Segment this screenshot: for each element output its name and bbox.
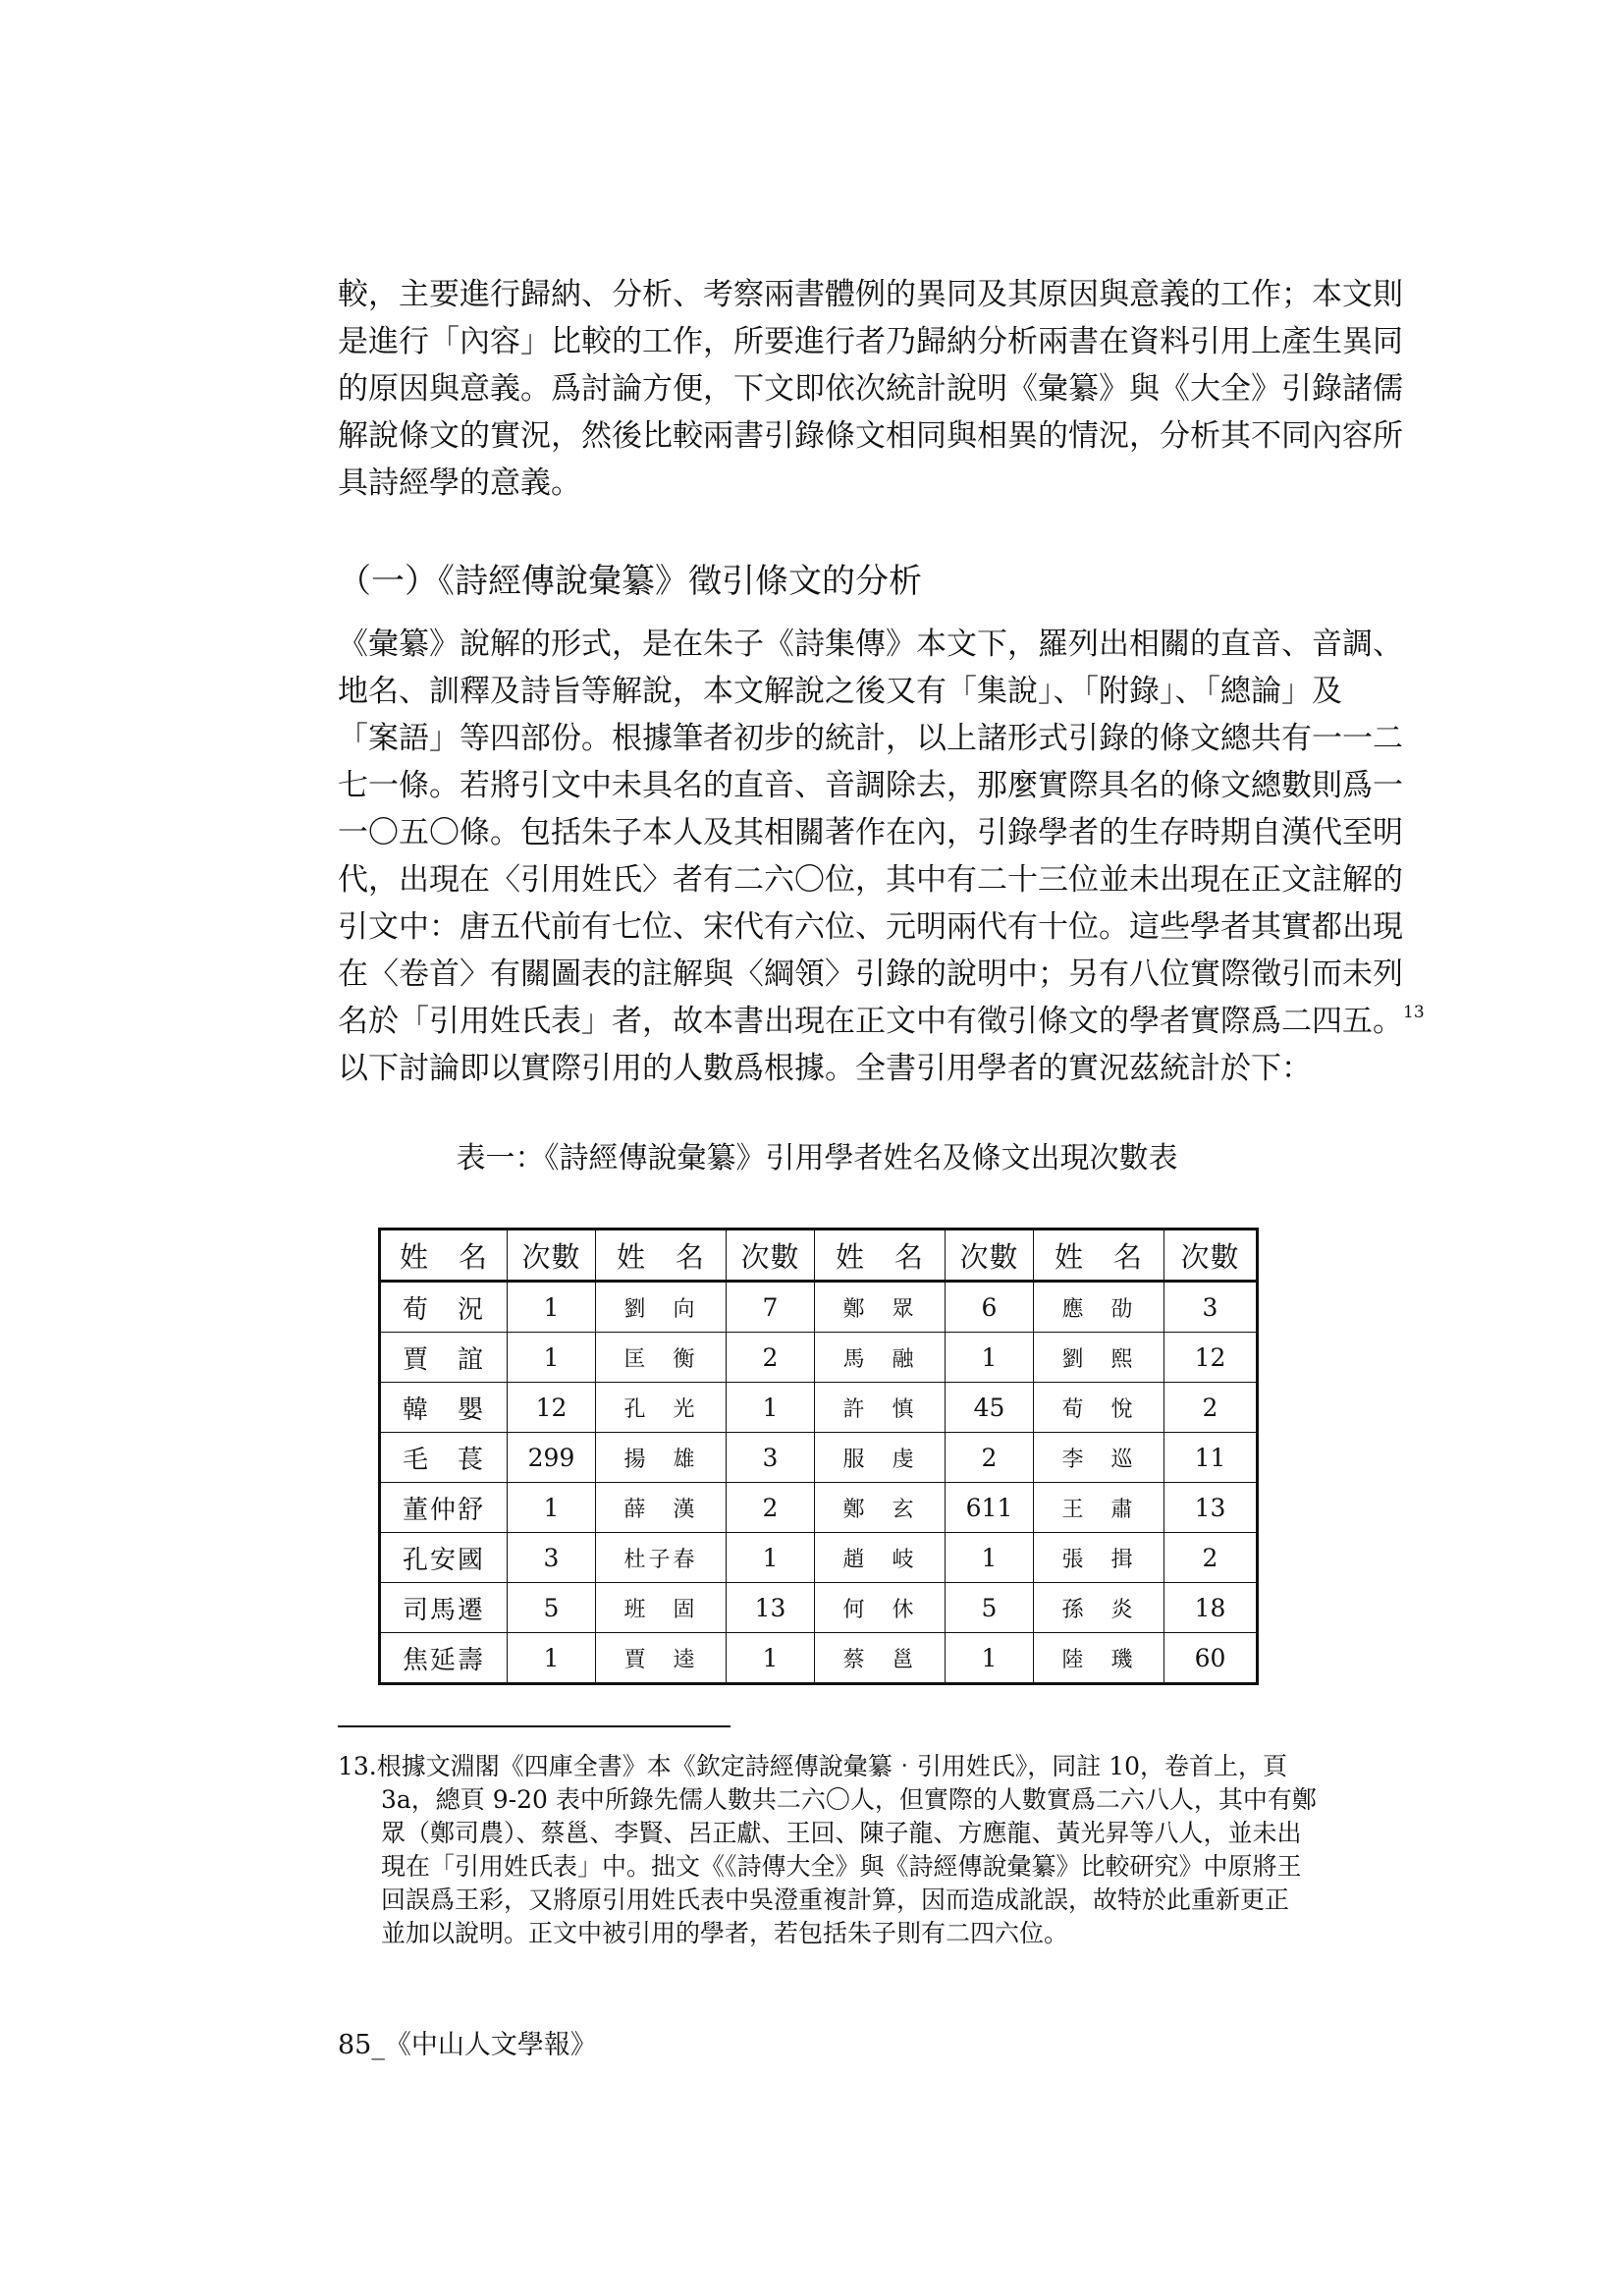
scholar-name-cell: 賈 誼 xyxy=(380,1333,508,1383)
citation-count-cell: 1 xyxy=(508,1333,596,1383)
footnote-line: 回誤爲王彩，又將原引用姓氏表中吳澄重複計算，因而造成訛誤，故特於此重新更正 xyxy=(381,1886,1290,1914)
citation-count-cell: 1 xyxy=(946,1533,1034,1583)
scholar-name-cell: 趙 岐 xyxy=(815,1533,946,1583)
scholar-name-cell: 揚 雄 xyxy=(596,1433,727,1483)
footnote-divider xyxy=(338,1725,730,1727)
citation-count-cell: 5 xyxy=(946,1583,1034,1633)
table-row xyxy=(380,1483,1258,1533)
count-header: 次數 xyxy=(508,1230,596,1282)
table-row xyxy=(380,1383,1258,1433)
scholar-name-cell: 李 巡 xyxy=(1034,1433,1164,1483)
scholar-name-cell: 應 劭 xyxy=(1034,1282,1164,1333)
text-line: 解說條文的實況，然後比較兩書引錄條文相同與相異的情況，分析其不同內容所 xyxy=(338,418,1403,454)
scholar-name-cell: 鄭 眾 xyxy=(815,1282,946,1333)
table-row xyxy=(380,1433,1258,1483)
scholar-name-cell: 何 休 xyxy=(815,1583,946,1633)
scholar-name-cell: 董仲舒 xyxy=(380,1483,508,1533)
scholar-name-cell: 孔 光 xyxy=(596,1383,727,1433)
citation-count-cell: 3 xyxy=(1164,1282,1258,1333)
footnote-line: 並加以說明。正文中被引用的學者，若包括朱子則有二四六位。 xyxy=(381,1919,1069,1947)
scholar-name-cell: 司馬遷 xyxy=(380,1583,508,1633)
text-line: 引文中：唐五代前有七位、宋代有六位、元明兩代有十位。這些學者其實都出現 xyxy=(338,909,1403,945)
scholar-name-cell: 毛 萇 xyxy=(380,1433,508,1483)
citation-count-cell: 2 xyxy=(946,1433,1034,1483)
table-caption: 表一：《詩經傳說彙纂》引用學者姓名及條文出現次數表 xyxy=(456,1141,1178,1175)
scholar-name-cell: 鄭 玄 xyxy=(815,1483,946,1533)
footnote-line: 13.根據文淵閣《四庫全書》本《欽定詩經傳說彙纂‧引用姓氏》，同註 10，卷首上，頁 xyxy=(338,1752,1288,1780)
citation-count-cell: 3 xyxy=(727,1433,815,1483)
section-heading: （一）《詩經傳說彙纂》徵引條文的分析 xyxy=(338,562,922,601)
citation-count-cell: 13 xyxy=(727,1583,815,1633)
table-row xyxy=(380,1333,1258,1383)
citation-count-cell: 2 xyxy=(727,1333,815,1383)
citation-count-cell: 2 xyxy=(1164,1383,1258,1433)
scholar-name-cell: 孔安國 xyxy=(380,1533,508,1583)
citation-count-cell: 1 xyxy=(508,1633,596,1684)
scholar-name-cell: 劉 向 xyxy=(596,1282,727,1333)
scholar-name-cell: 班 固 xyxy=(596,1583,727,1633)
citation-count-cell: 5 xyxy=(508,1583,596,1633)
citation-count-cell: 2 xyxy=(1164,1533,1258,1583)
table-row xyxy=(380,1533,1258,1583)
count-header: 次數 xyxy=(727,1230,815,1282)
scholar-name-cell: 匡 衡 xyxy=(596,1333,727,1383)
name-header: 姓 名 xyxy=(596,1230,727,1282)
text-line: 地名、訓釋及詩旨等解說，本文解說之後又有「集說」、「附錄」、「總論」及 xyxy=(338,674,1342,709)
text-line: 「案語」等四部份。根據筆者初步的統計，以上諸形式引錄的條文總共有一一二 xyxy=(338,721,1403,756)
citation-count-cell: 12 xyxy=(1164,1333,1258,1383)
citation-count-cell: 611 xyxy=(946,1483,1034,1533)
citation-count-cell: 1 xyxy=(508,1483,596,1533)
scholar-name-cell: 賈 逵 xyxy=(596,1633,727,1684)
name-header: 姓 名 xyxy=(380,1230,508,1282)
citation-count-cell: 1 xyxy=(508,1282,596,1333)
citation-count-cell: 1 xyxy=(727,1633,815,1684)
scholar-name-cell: 王 肅 xyxy=(1034,1483,1164,1533)
scholar-name-cell: 許 慎 xyxy=(815,1383,946,1433)
footnote-line: 3a，總頁 9-20 表中所錄先儒人數共二六〇人，但實際的人數實爲二六八人，其中有鄭 xyxy=(381,1785,1317,1814)
page-footer: 85_《中山人文學報》 xyxy=(338,2030,597,2060)
text-line: 具詩經學的意義。 xyxy=(338,465,581,501)
footnote-line: 現在「引用姓氏表」中。拙文《《詩傳大全》與《詩經傳說彙纂》比較研究》中原將王 xyxy=(381,1852,1302,1881)
text-line: 較，主要進行歸納、分析、考察兩書體例的異同及其原因與意義的工作；本文則 xyxy=(338,277,1403,312)
citation-count-cell: 11 xyxy=(1164,1433,1258,1483)
footnote-13 xyxy=(338,1750,1317,1950)
text-line: 在〈卷首〉有關圖表的註解與〈綱領〉引錄的說明中；另有八位實際徵引而未列 xyxy=(338,957,1403,992)
scholar-name-cell: 劉 熙 xyxy=(1034,1333,1164,1383)
citation-count-cell: 13 xyxy=(1164,1483,1258,1533)
count-header: 次數 xyxy=(1164,1230,1258,1282)
text-line: 代，出現在〈引用姓氏〉者有二六〇位，其中有二十三位並未出現在正文註解的 xyxy=(338,862,1403,898)
citation-count-cell: 299 xyxy=(508,1433,596,1483)
scholar-name-cell: 薛 漢 xyxy=(596,1483,727,1533)
text-line: 是進行「內容」比較的工作，所要進行者乃歸納分析兩書在資料引用上產生異同 xyxy=(338,324,1403,359)
name-header: 姓 名 xyxy=(1034,1230,1164,1282)
scholar-name-cell: 荀 況 xyxy=(380,1282,508,1333)
citation-count-cell: 12 xyxy=(508,1383,596,1433)
citation-count-cell: 7 xyxy=(727,1282,815,1333)
scholar-name-cell: 孫 炎 xyxy=(1034,1583,1164,1633)
table-row xyxy=(380,1583,1258,1633)
text-line: 一〇五〇條。包括朱子本人及其相關著作在內，引錄學者的生存時期自漢代至明 xyxy=(338,815,1403,850)
scholar-name-cell: 馬 融 xyxy=(815,1333,946,1383)
citation-count-cell: 6 xyxy=(946,1282,1034,1333)
text-line: 名於「引用姓氏表」者，故本書出現在正文中有徵引條文的學者實際爲二四五。$^{13}$ xyxy=(338,1003,1425,1039)
citation-count-cell: 18 xyxy=(1164,1583,1258,1633)
table-header-row xyxy=(380,1230,1258,1282)
body-paragraph-2 xyxy=(338,621,1425,1092)
scholar-name-cell: 焦延壽 xyxy=(380,1633,508,1684)
count-header: 次數 xyxy=(946,1230,1034,1282)
citation-count-cell: 60 xyxy=(1164,1633,1258,1684)
body-paragraph-1 xyxy=(338,271,1403,507)
footnote-reference-13[interactable]: 13 xyxy=(1403,1003,1425,1022)
scholar-name-cell: 服 虔 xyxy=(815,1433,946,1483)
text-line: 以下討論即以實際引用的人數爲根據。全書引用學者的實況茲統計於下： xyxy=(338,1051,1312,1086)
citation-count-cell: 1 xyxy=(727,1533,815,1583)
table-row xyxy=(380,1282,1258,1333)
citation-count-cell: 1 xyxy=(946,1333,1034,1383)
name-header: 姓 名 xyxy=(815,1230,946,1282)
scholar-name-cell: 張 揖 xyxy=(1034,1533,1164,1583)
table-row xyxy=(380,1633,1258,1684)
scholar-name-cell: 韓 嬰 xyxy=(380,1383,508,1433)
scholar-citation-table xyxy=(378,1228,1259,1685)
scholar-name-cell: 蔡 邕 xyxy=(815,1633,946,1684)
footnote-line: 眾（鄭司農）、蔡邕、李賢、呂正獻、王回、陳子龍、方應龍、黃光昇等八人，並未出 xyxy=(381,1819,1302,1847)
scholar-name-cell: 荀 悅 xyxy=(1034,1383,1164,1433)
citation-count-cell: 2 xyxy=(727,1483,815,1533)
text-line: 《彙纂》說解的形式，是在朱子《詩集傳》本文下，羅列出相關的直音、音調、 xyxy=(338,627,1403,662)
citation-count-cell: 45 xyxy=(946,1383,1034,1433)
scholar-name-cell: 杜子春 xyxy=(596,1533,727,1583)
scholar-name-cell: 陸 璣 xyxy=(1034,1633,1164,1684)
citation-count-cell: 1 xyxy=(946,1633,1034,1684)
text-line: 七一條。若將引文中未具名的直音、音調除去，那麼實際具名的條文總數則爲一 xyxy=(338,768,1403,803)
citation-count-cell: 3 xyxy=(508,1533,596,1583)
text-line: 的原因與意義。爲討論方便，下文即依次統計說明《彙纂》與《大全》引錄諸儒 xyxy=(338,371,1403,407)
citation-count-cell: 1 xyxy=(727,1383,815,1433)
